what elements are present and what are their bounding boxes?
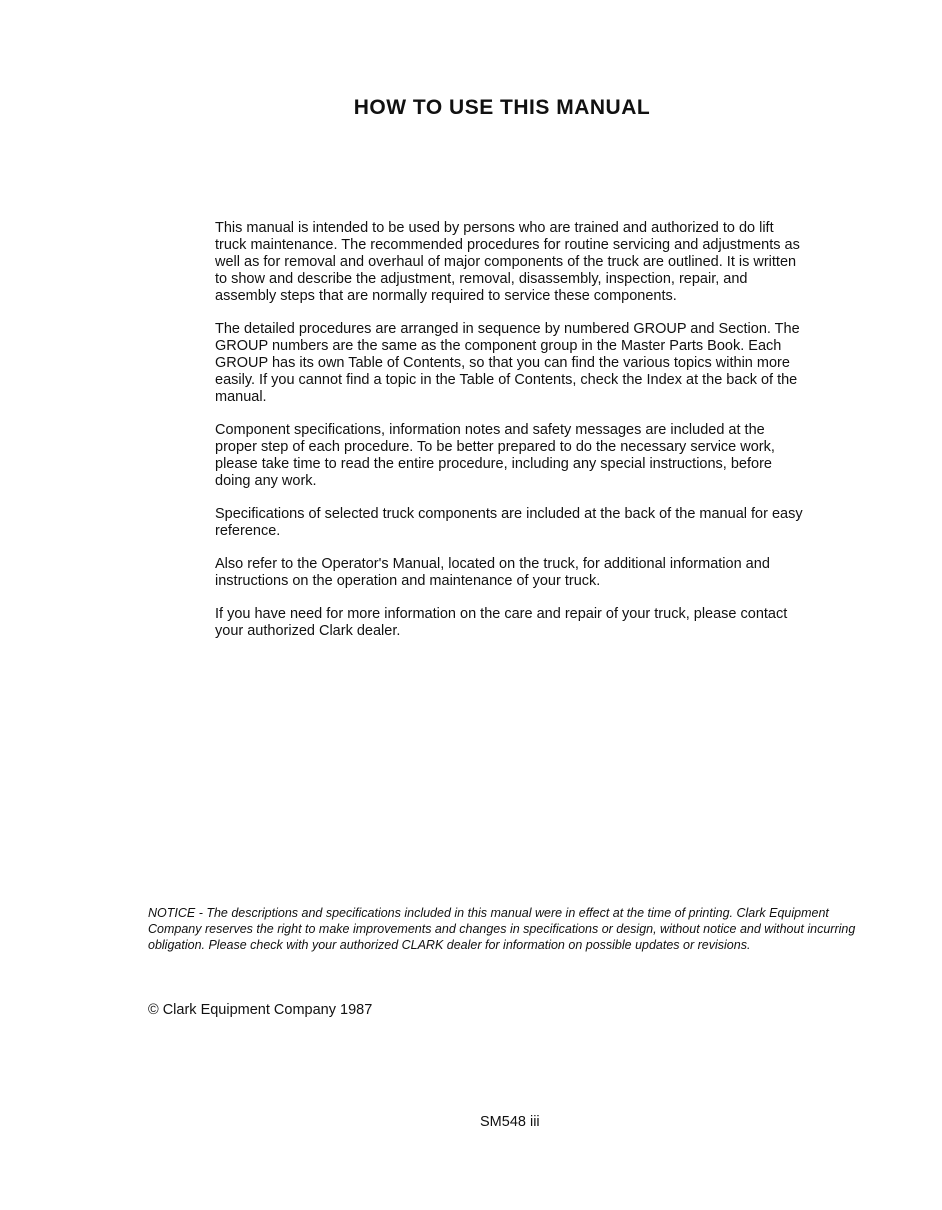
copyright-text: © Clark Equipment Company 1987: [148, 1002, 373, 1018]
page-title: HOW TO USE THIS MANUAL: [353, 96, 651, 119]
body-text: [215, 220, 805, 656]
paragraph-reference: Specifications of selected truck components are included at the back of the manual for easy reference.: [215, 506, 803, 539]
paragraph-specifications-notes: Component specifications, information notes and safety messages are included at the proper step of each procedure. To be better prepared to do the necessary service work, please take time to read the entire procedure, including any special instructions, before doing any work.: [215, 422, 775, 489]
paragraph-arrangement: The detailed procedures are arranged in sequence by numbered GROUP and Section. The GROUP numbers are the same as the component group in the Master Parts Book. Each GROUP has its own Table of Contents, so that you can find the various topics within more easily. If you cannot find a topic in the Table of Contents, check the Index at the back of the manual.: [215, 321, 800, 405]
paragraph-operators-manual: Also refer to the Operator's Manual, located on the truck, for additional information and instructions on the operation and maintenance of your truck.: [215, 556, 770, 589]
page-footer: SM548 iii: [480, 1114, 540, 1130]
paragraph-dealer-contact: If you have need for more information on the care and repair of your truck, please contact your authorized Clark dealer.: [215, 606, 788, 639]
paragraph-intended-use: This manual is intended to be used by persons who are trained and authorized to do lift truck maintenance. The recommended procedures for routine servicing and adjustments as well as for removal and overhaul of major components of the truck are outlined. It is written to show and describe the adjustment, removal, disassembly, inspection, repair, and assembly steps that are normally required to service these components.: [215, 220, 800, 304]
notice-text: NOTICE - The descriptions and specifications included in this manual were in effect at the time of printing. Clark Equipment Company reserves the right to make improvements and changes in specifications or design, without notice and without incurring obligation. Please check with your authorized CLARK dealer for information on possible updates or revisions.: [148, 906, 856, 952]
